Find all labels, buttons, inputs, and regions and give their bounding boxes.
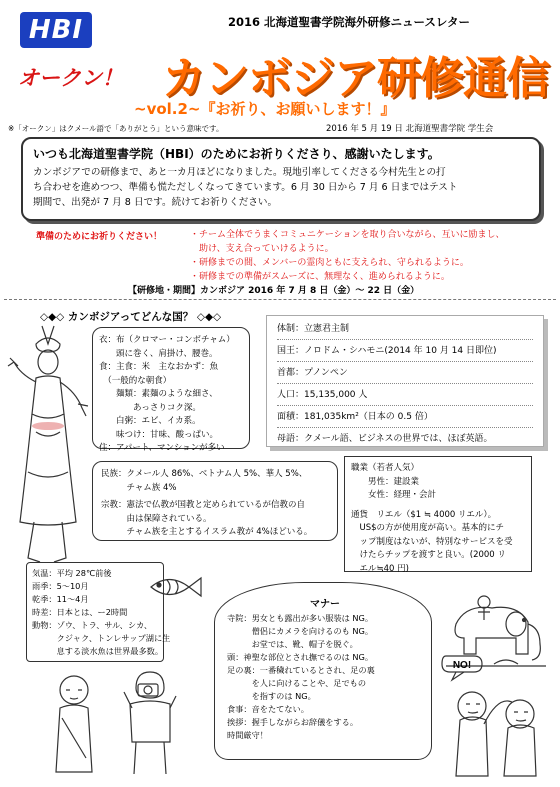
- lifestyle-box: [92, 327, 250, 453]
- currency-line: けたらチップを渡すと良い。(2000 リ: [351, 550, 506, 560]
- climate-line: 気温：平均 28℃前後: [32, 568, 112, 578]
- lifestyle-line: 味つけ：甘味、酸っぱい。: [99, 429, 219, 440]
- footnote: ※「オークン」はクメール語で「ありがとう」という意味です。: [8, 124, 224, 133]
- manner-line: 時間厳守！: [227, 730, 268, 740]
- currency-line: エル≒40 円): [351, 563, 409, 574]
- manner-line: 足の裏：一番穢れているとされ、足の裏: [227, 665, 375, 675]
- prayer-item: ・研修までの間、メンバーの霊肉ともに支えられ、守られるように。: [190, 258, 469, 268]
- fact-row: 母語：クメール語、ビジネスの世界では、ほぼ英語。: [277, 434, 493, 444]
- currency-line: ップ制度はないが、特別なサービスを受: [351, 536, 513, 547]
- fact-row: 面積：181,035km²（日本の 0.5 倍）: [277, 406, 533, 428]
- manners-box: [214, 582, 432, 760]
- religion-line: チャム族を主とするイスラム教が 4%ほどいる。: [101, 527, 313, 537]
- fish-illustration: [145, 570, 205, 604]
- ethnic-line: チャム族 4%: [101, 482, 177, 493]
- lifestyle-line: 食：主食：米 主なおかず：魚: [99, 362, 219, 372]
- intro-text: [33, 165, 529, 210]
- dateline: 2016 年 5 月 19 日 北海道聖書学院 学生会: [326, 124, 494, 134]
- climate-line: 雨季：5～10月: [32, 581, 89, 591]
- jobs-line: 職業（若者人気）: [351, 463, 420, 473]
- newsletter-series: 2016 北海道聖書学院海外研修ニュースレター: [228, 15, 470, 29]
- lifestyle-line: 住：アパート、マンションが多い: [99, 443, 225, 453]
- manner-line: を指すのは NG。: [227, 691, 316, 701]
- jobs-line: 男性：建設業: [351, 476, 420, 487]
- hbi-logo: HBI: [20, 12, 92, 48]
- lifestyle-line: （一般的な朝食）: [99, 375, 172, 386]
- prayer-list: [190, 228, 504, 284]
- jobs-line: 女性：経理・会計: [351, 490, 437, 500]
- ethnicity-religion-box: [92, 461, 338, 541]
- lifestyle-line: あっさりコク深。: [99, 402, 201, 413]
- monk-and-tourist-illustration: [40, 668, 190, 780]
- climate-line: 乾季：11～4月: [32, 594, 89, 604]
- climate-line: 時差：日本とは、ー2時間: [32, 607, 128, 617]
- no-speech-bubble: NO!: [452, 660, 472, 671]
- manners-title: マナー: [310, 599, 340, 610]
- section-divider: [4, 299, 556, 300]
- intro-heading: いつも北海道聖書学院（HBI）のためにお祈りくださり、感謝いたします。: [33, 147, 440, 161]
- prayer-label: 準備のためにお祈りください！: [36, 232, 163, 242]
- intro-line: ち合わせを進めつつ、準備も慌ただしくなってきています。6 月 30 日から 7 月 6 日まではテスト: [33, 182, 458, 193]
- climate-line: クジャク、トンレサップ湖に生: [32, 633, 171, 643]
- lifestyle-line: 頭に巻く、肩掛け、腰巻。: [99, 348, 218, 359]
- section-title: ◇◆◇ カンボジアってどんな国？ ◇◆◇: [40, 311, 222, 323]
- training-period: 【研修地・期間】カンボジア 2016 年 7 月 8 日（金）～ 22 日（金）: [128, 286, 420, 296]
- prayer-item: ・チーム全体でうまくコミュニケーションを取り合いながら、互いに励まし、: [190, 230, 505, 240]
- prayer-item: ・研修までの準備がスムーズに、無理なく、進められるように。: [190, 272, 450, 282]
- fact-row: 首都：プノンペン: [277, 362, 533, 384]
- manner-line: 挨拶：握手しながらお辞儀をする。: [227, 717, 359, 727]
- volume-subtitle: ~vol.2~『お祈り、お願いします！』: [134, 100, 396, 118]
- country-facts-box: [266, 315, 544, 447]
- manner-line: 食事：音をたてない。: [227, 704, 309, 714]
- apsara-dancer-illustration: [6, 322, 90, 570]
- no-head-touch-illustration: [438, 652, 554, 780]
- intro-line: 期間で、出発が 7 月 8 日です。続けてお祈りください。: [33, 197, 278, 208]
- religion-line: 由は保障されている。: [101, 513, 212, 524]
- manner-line: お堂では、靴、帽子を脱ぐ。: [227, 639, 358, 649]
- fact-row: 人口：15,135,000 人: [277, 384, 533, 406]
- fact-row: 体制：立憲君主制: [277, 318, 533, 340]
- prayer-item: 助け、支え合っていけるように。: [190, 244, 334, 254]
- lifestyle-line: 白粥：エビ、イカ系。: [99, 416, 201, 426]
- ethnic-line: 民族：クメール人 86%、ベトナム人 5%、華人 5%、: [101, 469, 308, 479]
- manner-line: を人に向けることや、足でもの: [227, 678, 367, 688]
- currency-line: 通貨 リエル（$1 ≒ 4000 リエル）。: [351, 509, 497, 520]
- intro-line: カンボジアでの研修まで、あと一カ月ほどになりました。現地引率してくださる今村先生との打: [33, 167, 446, 178]
- climate-line: 息する淡水魚は世界最多数。: [32, 646, 164, 656]
- intro-box: [21, 137, 541, 221]
- manner-line: 僧侶にカメラを向けるのも NG。: [227, 626, 374, 636]
- oakun-heading: オークン！: [18, 66, 123, 90]
- religion-line: 宗教：憲法で仏教が国教と定められているが信教の自: [101, 500, 306, 510]
- climate-line: 動物：ゾウ、トラ、サル、シカ、: [32, 620, 153, 630]
- page-title: カンボジア研修通信: [162, 53, 549, 104]
- manner-line: 頭：神聖な部位とされ撫でるのは NG。: [227, 652, 374, 662]
- currency-line: US$の方が使用度が高い。基本的にチ: [351, 523, 505, 533]
- lifestyle-line: 衣：布（クロマー・コンボチャム）: [99, 335, 235, 345]
- manner-line: 寺院：男女とも露出が多い服装は NG。: [227, 613, 374, 623]
- jobs-currency-box: [344, 456, 532, 572]
- lifestyle-line: 麺類：素麺のような細さ、: [99, 389, 218, 399]
- fact-row: 国王：ノロドム・シハモニ(2014 年 10 月 14 日即位): [277, 340, 533, 362]
- climate-box: [26, 562, 171, 662]
